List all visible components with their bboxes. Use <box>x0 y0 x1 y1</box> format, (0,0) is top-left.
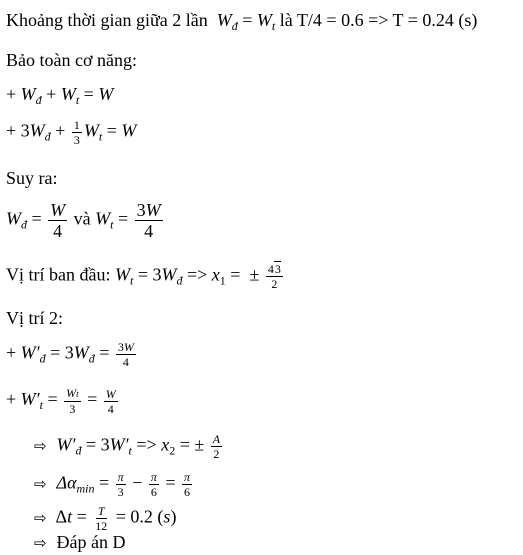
arrow-right-icon: ⇨ <box>34 508 47 527</box>
initial-position-label: Vị trí ban đầu: <box>6 264 111 285</box>
energy-results: $W_đ$ = $\frac{W}{4}$ và $W_t$ = $\frac{3W}{4}$ <box>6 200 161 241</box>
bullet-delta-alpha: ⇨ $\Delta\alpha_{min}$ = $\frac{\pi}{3}$ − $\frac{\pi}{6}$ = $\frac{\pi}{6}$ <box>34 470 191 499</box>
energy-equation-2: + $3W_đ$ + $\frac{1}{3}$ $W_t = W$ <box>6 118 137 147</box>
and-word: và <box>73 208 91 229</box>
interval-text: Khoảng thời gian giữa 2 lần <box>6 10 208 30</box>
arrow-right-icon: ⇨ <box>34 474 47 493</box>
second-position-heading: Vị trí 2: <box>6 308 63 328</box>
bullet-answer <box>34 530 125 555</box>
period-result: là T/4 = 0.6 => T = 0.24 (s) <box>279 10 478 30</box>
initial-position: Vị trí ban đầu: $W_t = 3W_đ => x_1$ = ± $\frac{43}{2}$ <box>6 262 281 291</box>
energy-conservation-heading: Bảo toàn cơ năng: <box>6 50 137 70</box>
energy-equation-1: + $W_đ + W_t = W$ <box>6 84 114 107</box>
second-position-eq-2: + $W'_t$ = $\frac{Wt}{3}$ = $\frac{W}{4}$ <box>6 386 116 416</box>
bullet-x2: ⇨ $W'_đ = 3W'_t => x_2$ = ± $\frac{A}{2}$ <box>34 432 221 461</box>
deduce-heading: Suy ra: <box>6 168 58 188</box>
second-position-eq-1: + $W'_đ = 3W_đ$ = $\frac{3W}{4}$ <box>6 340 134 369</box>
interval-statement: Khoảng thời gian giữa 2 lần $W_đ = W_t$ là T/4 = 0.6 => T = 0.24 (s) <box>6 10 478 33</box>
arrow-right-icon: ⇨ <box>34 534 47 552</box>
answer-text: Đáp án D <box>56 532 126 552</box>
arrow-right-icon: ⇨ <box>34 436 47 455</box>
bullet-delta-t: ⇨ Δt = $\frac{T}{12}$ = 0.2 (s) <box>34 504 177 533</box>
